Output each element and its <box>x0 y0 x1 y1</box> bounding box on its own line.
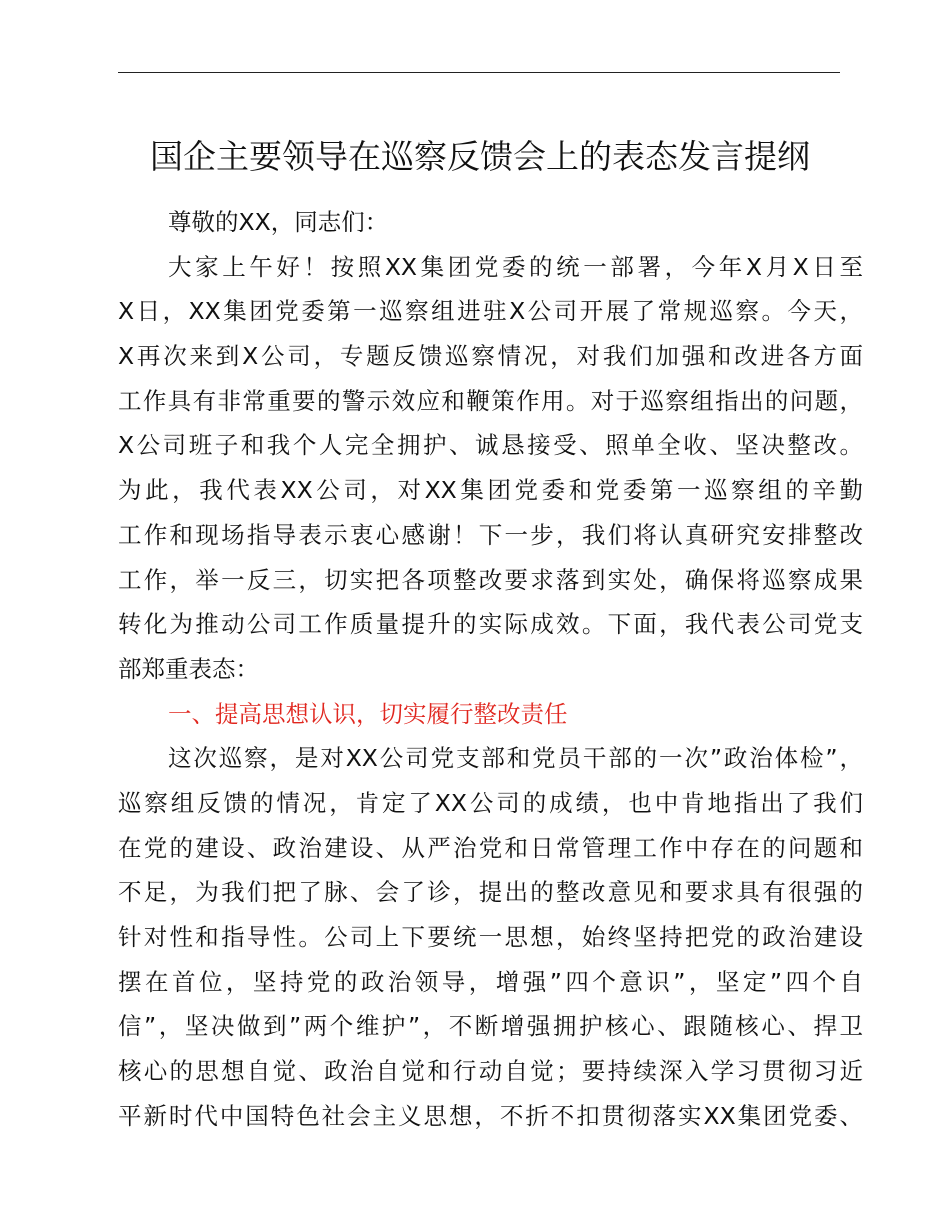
paragraph-line: X公司班子和我个人完全拥护、诚恳接受、照单全收、坚决整改。 <box>118 431 863 460</box>
paragraph-line: 信”，坚决做到”两个维护”，不断增强拥护核心、跟随核心、捍卫 <box>118 1012 863 1041</box>
paragraph-line: 针对性和指导性。公司上下要统一思想，始终坚持把党的政治建设 <box>118 923 863 951</box>
section-heading: 一、提高思想认识，切实履行整改责任 <box>168 699 568 728</box>
paragraph-line: 大家上午好！按照XX集团党委的统一部署，今年X月X日至 <box>168 252 863 281</box>
paragraph-line: 工作，举一反三，切实把各项整改要求落到实处，确保将巡察成果 <box>118 565 863 594</box>
salutation: 尊敬的XX，同志们： <box>168 208 389 236</box>
document-body <box>118 200 863 1138</box>
paragraph-line: 工作和现场指导表示衷心感谢！下一步，我们将认真研究安排整改 <box>118 520 863 549</box>
paragraph-line: 核心的思想自觉、政治自觉和行动自觉；要持续深入学习贯彻习近 <box>118 1057 863 1086</box>
paragraph-line: 摆在首位，坚持党的政治领导，增强”四个意识”，坚定”四个自 <box>118 967 863 996</box>
paragraph-line: 不足，为我们把了脉、会了诊，提出的整改意见和要求具有很强的 <box>118 878 863 907</box>
header-rule <box>118 72 840 73</box>
paragraph-line: 为此，我代表XX公司，对XX集团党委和党委第一巡察组的辛勤 <box>118 476 863 505</box>
paragraph-line: 工作具有非常重要的警示效应和鞭策作用。对于巡察组指出的问题， <box>118 386 863 415</box>
paragraph-line: 转化为推动公司工作质量提升的实际成效。下面，我代表公司党支 <box>118 610 863 639</box>
paragraph-line: 在党的建设、政治建设、从严治党和日常管理工作中存在的问题和 <box>118 833 863 862</box>
paragraph-line: X再次来到X公司，专题反馈巡察情况，对我们加强和改进各方面 <box>118 342 863 371</box>
paragraph-line: X日，XX集团党委第一巡察组进驻X公司开展了常规巡察。今天， <box>118 297 863 326</box>
paragraph-line: 巡察组反馈的情况，肯定了XX公司的成绩，也中肯地指出了我们 <box>118 788 863 817</box>
document-title: 国企主要领导在巡察反馈会上的表态发言提纲 <box>150 137 810 176</box>
paragraph-line: 这次巡察，是对XX公司党支部和党员干部的一次”政治体检”， <box>168 744 863 773</box>
paragraph-line: 平新时代中国特色社会主义思想，不折不扣贯彻落实XX集团党委、 <box>118 1101 863 1130</box>
paragraph-line: 部郑重表态： <box>118 654 259 683</box>
